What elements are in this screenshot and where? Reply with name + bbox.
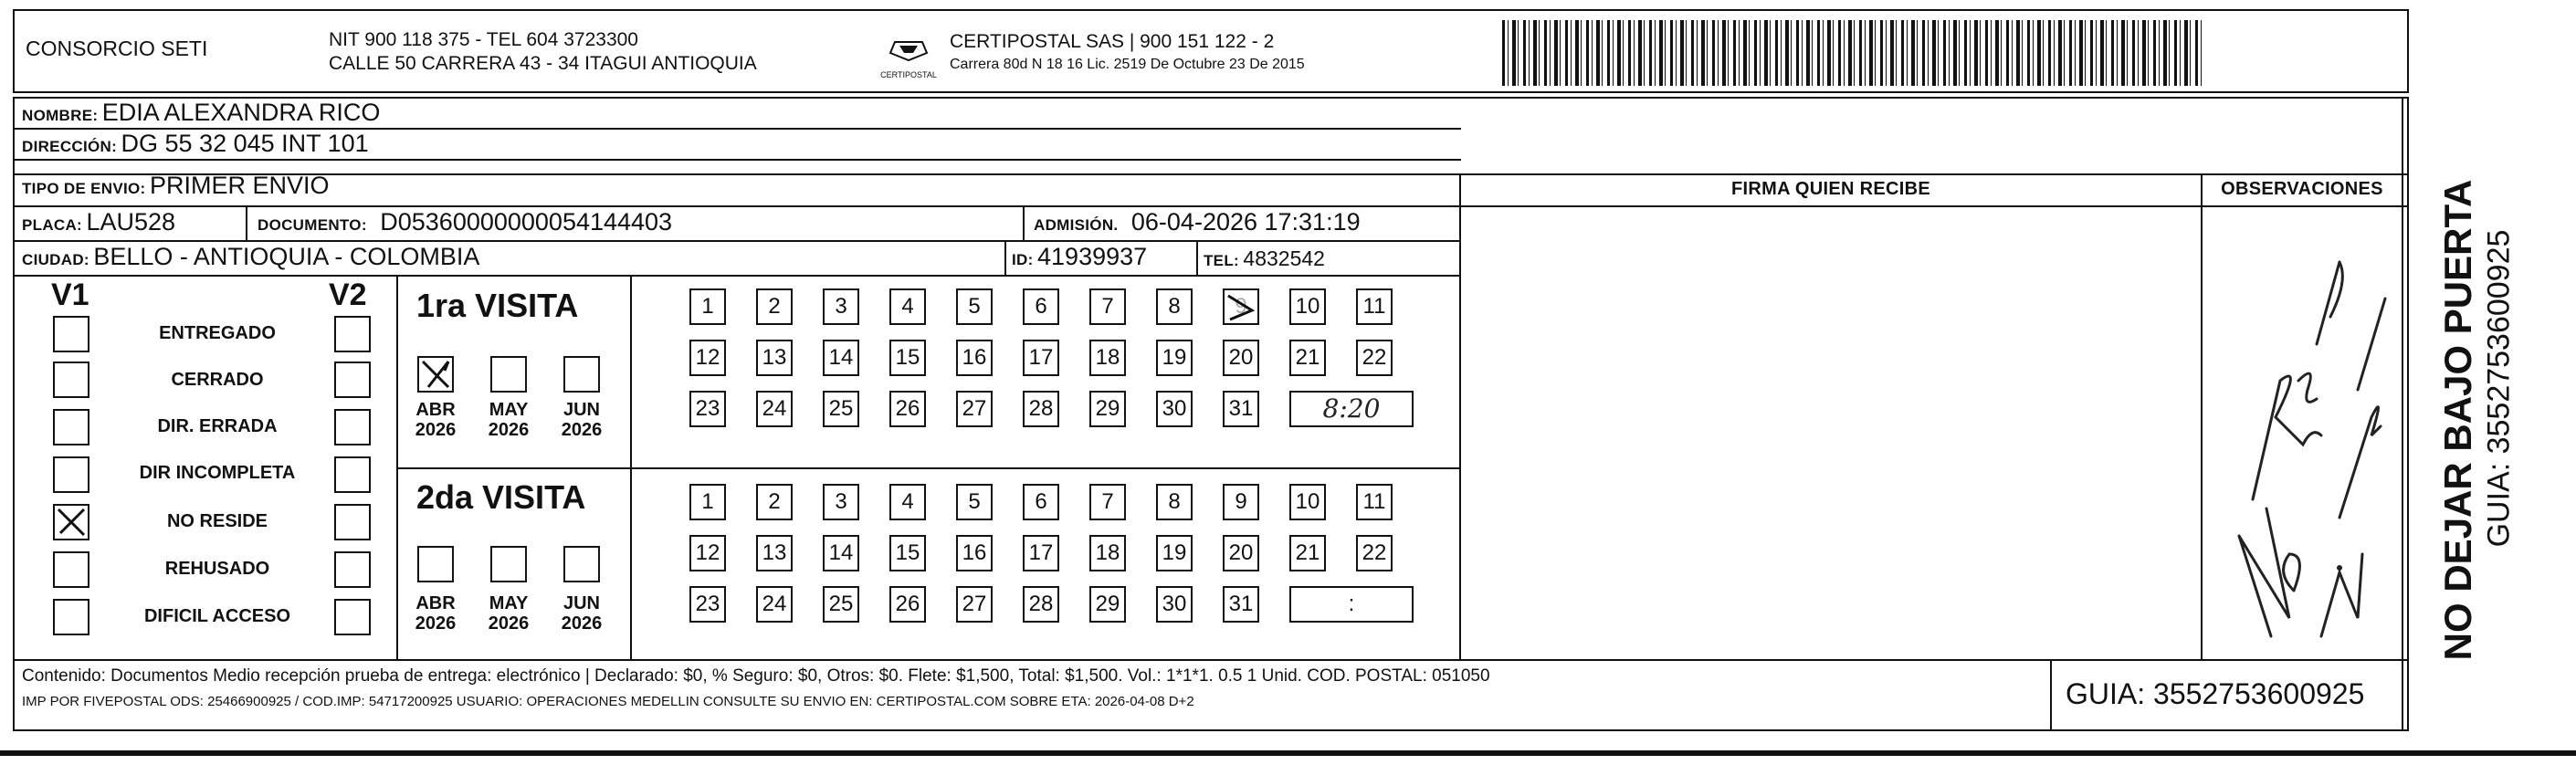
- visit2-day-7[interactable]: 7: [1089, 484, 1126, 520]
- visit1-day-26[interactable]: 26: [889, 391, 926, 427]
- visit2-day-2[interactable]: 2: [756, 484, 793, 520]
- footer-guia: GUIA: 3552753600925: [2066, 677, 2365, 710]
- visit1-day-19[interactable]: 19: [1156, 340, 1193, 376]
- observaciones-label: OBSERVACIONES: [2221, 179, 2383, 199]
- visit2-month-may-label: MAY 2026: [488, 593, 530, 634]
- visit2-month-may-checkbox[interactable]: [490, 546, 527, 582]
- id-value: 41939937: [1037, 243, 1148, 270]
- ciudad-value: BELLO - ANTIOQUIA - COLOMBIA: [93, 243, 480, 270]
- license-line: Carrera 80d N 18 16 Lic. 2519 De Octubre 23 De 2015: [950, 57, 1305, 72]
- bottom-rule: [0, 750, 2576, 756]
- v2-rehusado-checkbox[interactable]: [334, 551, 371, 588]
- visit1-month-jun-label: JUN 2026: [561, 400, 603, 440]
- visit2-day-15[interactable]: 15: [889, 535, 926, 571]
- visit1-day-18[interactable]: 18: [1089, 340, 1126, 376]
- visit2-day-17[interactable]: 17: [1023, 535, 1059, 571]
- side-panel: [2413, 97, 2522, 731]
- visit1-day-1[interactable]: 1: [689, 288, 726, 325]
- visit2-day-1[interactable]: 1: [689, 484, 726, 520]
- documento-value: D05360000000054144403: [380, 208, 673, 236]
- visit2-month-abr-checkbox[interactable]: [417, 546, 454, 582]
- v1-dir-errada-checkbox[interactable]: [53, 409, 89, 445]
- v2-dir-errada-checkbox[interactable]: [334, 409, 371, 445]
- v1-no-reside-checkbox[interactable]: [53, 504, 89, 540]
- admision-label: ADMISIÓN.: [1034, 216, 1119, 234]
- documento-label: DOCUMENTO:: [258, 216, 367, 234]
- visit1-month-abr-checkbox[interactable]: [417, 356, 454, 393]
- visit1-day-31[interactable]: 31: [1223, 391, 1259, 427]
- visit1-day-7[interactable]: 7: [1089, 288, 1126, 325]
- visit1-month-may-label: MAY 2026: [488, 400, 530, 440]
- tipo-row: [22, 172, 329, 200]
- status-cerrado-label: CERRADO: [171, 370, 264, 390]
- logo-text: CERTIPOSTAL: [880, 70, 937, 79]
- visit2-day-29[interactable]: 29: [1089, 586, 1126, 623]
- observaciones-handwriting: [2203, 207, 2402, 657]
- visit1-day-27[interactable]: 27: [956, 391, 993, 427]
- id-row: [1012, 243, 1147, 271]
- visit1-day-12[interactable]: 12: [689, 340, 726, 376]
- status-no-reside-label: NO RESIDE: [166, 511, 268, 531]
- visit2-day-24[interactable]: 24: [756, 586, 793, 623]
- marked-day-number: 9: [1235, 294, 1247, 319]
- visit1-day-17[interactable]: 17: [1023, 340, 1059, 376]
- status-dir-errada-label: DIR. ERRADA: [157, 416, 278, 436]
- visit2-time-value: :: [1348, 592, 1355, 616]
- visit2-day-27[interactable]: 27: [956, 586, 993, 623]
- v1-rehusado-checkbox[interactable]: [53, 551, 89, 588]
- visit1-day-3[interactable]: 3: [823, 288, 859, 325]
- visit1-day-6[interactable]: 6: [1023, 288, 1059, 325]
- visit2-day-3[interactable]: 3: [823, 484, 859, 520]
- visit2-day-18[interactable]: 18: [1089, 535, 1126, 571]
- nombre-value: EDIA ALEXANDRA RICO: [101, 99, 381, 126]
- side-title: NO DEJAR BAJO PUERTA: [2436, 179, 2479, 661]
- visit1-day-8[interactable]: 8: [1156, 288, 1193, 325]
- v1-cerrado-checkbox[interactable]: [53, 362, 89, 398]
- visit1-month-may-checkbox[interactable]: [490, 356, 527, 393]
- status-rehusado-label: REHUSADO: [164, 559, 270, 579]
- visit2-title: 2da VISITA: [416, 478, 586, 516]
- nit-line: NIT 900 118 375 - TEL 604 3723300: [329, 29, 638, 50]
- tipo-label: TIPO DE ENVIO:: [22, 180, 146, 197]
- status-entregado-label: ENTREGADO: [159, 323, 276, 343]
- visit1-day-21[interactable]: 21: [1289, 340, 1326, 376]
- visit2-day-23[interactable]: 23: [689, 586, 726, 623]
- certipostal-logo: [877, 33, 941, 79]
- visit1-day-16[interactable]: 16: [956, 340, 993, 376]
- visit2-day-8[interactable]: 8: [1156, 484, 1193, 520]
- tel-value: 4832542: [1243, 246, 1325, 270]
- visit2-day-13[interactable]: 13: [756, 535, 793, 571]
- visit1-day-20[interactable]: 20: [1223, 340, 1259, 376]
- v2-label: V2: [329, 278, 367, 312]
- placa-row: [22, 208, 175, 236]
- direccion-value: DG 55 32 045 INT 101: [121, 130, 369, 157]
- visit2-day-25[interactable]: 25: [823, 586, 859, 623]
- visit1-day-4[interactable]: 4: [889, 288, 926, 325]
- visit1-day-30[interactable]: 30: [1156, 391, 1193, 427]
- visit1-day-25[interactable]: 25: [823, 391, 859, 427]
- v2-dir-incompleta-checkbox[interactable]: [334, 456, 371, 493]
- ciudad-row: [22, 243, 479, 271]
- check-x-icon: [55, 506, 88, 539]
- v1-entregado-checkbox[interactable]: [53, 316, 89, 352]
- v2-dificil-acceso-checkbox[interactable]: [334, 599, 371, 635]
- visit1-day-2[interactable]: 2: [756, 288, 793, 325]
- visit2-day-31[interactable]: 31: [1223, 586, 1259, 623]
- visit1-day-24[interactable]: 24: [756, 391, 793, 427]
- signature-area[interactable]: [1463, 207, 2199, 657]
- visit2-month-jun-checkbox[interactable]: [563, 546, 600, 582]
- barcode: [1502, 20, 2205, 86]
- placa-value: LAU528: [86, 208, 176, 236]
- visit2-day-20[interactable]: 20: [1223, 535, 1259, 571]
- visit2-day-6[interactable]: 6: [1023, 484, 1059, 520]
- footer-line2: IMP POR FIVEPOSTAL ODS: 25466900925 / COD.IMP: 54717200925 USUARIO: OPERACIONES MEDELLIN CONSULTE SU ENVIO EN: CERTIPOSTAL.COM SOBRE ETA: 2026-04-08 D+2: [22, 694, 1194, 709]
- visit2-day-19[interactable]: 19: [1156, 535, 1193, 571]
- visit2-day-14[interactable]: 14: [823, 535, 859, 571]
- status-dir-incompleta-label: DIR INCOMPLETA: [139, 463, 296, 483]
- visit2-day-22[interactable]: 22: [1356, 535, 1393, 571]
- visit2-month-jun-label: JUN 2026: [561, 593, 603, 634]
- visit1-day-13[interactable]: 13: [756, 340, 793, 376]
- nombre-row: [22, 99, 380, 127]
- visit1-day-10[interactable]: 10: [1289, 288, 1326, 325]
- visit1-day-29[interactable]: 29: [1089, 391, 1126, 427]
- visit2-day-10[interactable]: 10: [1289, 484, 1326, 520]
- visit1-day-9[interactable]: [1223, 288, 1259, 325]
- visit1-day-5[interactable]: 5: [956, 288, 993, 325]
- certipostal-line: CERTIPOSTAL SAS | 900 151 122 - 2: [950, 31, 1275, 52]
- nombre-label: NOMBRE:: [22, 107, 99, 124]
- address-line: CALLE 50 CARRERA 43 - 34 ITAGUI ANTIOQUIA: [329, 53, 757, 74]
- ciudad-label: CIUDAD:: [22, 251, 89, 268]
- visit2-day-12[interactable]: 12: [689, 535, 726, 571]
- visit2-day-4[interactable]: 4: [889, 484, 926, 520]
- check-x-icon: [419, 358, 452, 391]
- direccion-label: DIRECCIÓN:: [22, 138, 118, 155]
- visit2-day-30[interactable]: 30: [1156, 586, 1193, 623]
- admision-value: 06-04-2026 17:31:19: [1130, 208, 1361, 236]
- v1-dificil-acceso-checkbox[interactable]: [53, 599, 89, 635]
- placa-label: PLACA:: [22, 216, 83, 234]
- visit1-title: 1ra VISITA: [416, 287, 579, 324]
- visit2-day-11[interactable]: 11: [1356, 484, 1393, 520]
- visit2-day-5[interactable]: 5: [956, 484, 993, 520]
- firma-label: FIRMA QUIEN RECIBE: [1731, 179, 1930, 199]
- v1-dir-incompleta-checkbox[interactable]: [53, 456, 89, 493]
- visit1-day-22[interactable]: 22: [1356, 340, 1393, 376]
- tel-label: TEL:: [1204, 252, 1239, 269]
- visit1-day-11[interactable]: 11: [1356, 288, 1393, 325]
- admision-row: [1034, 208, 1361, 236]
- id-label: ID:: [1012, 251, 1034, 268]
- visit1-day-23[interactable]: 23: [689, 391, 726, 427]
- v2-no-reside-checkbox[interactable]: [334, 504, 371, 540]
- side-guia: GUIA: 3552753600925: [2481, 229, 2517, 548]
- visit1-month-abr-label: ABR 2026: [415, 400, 457, 440]
- visit1-day-28[interactable]: 28: [1023, 391, 1059, 427]
- visit2-day-28[interactable]: 28: [1023, 586, 1059, 623]
- visit1-day-15[interactable]: 15: [889, 340, 926, 376]
- tipo-value: PRIMER ENVIO: [149, 172, 330, 199]
- v1-label: V1: [51, 278, 89, 312]
- visit2-day-9[interactable]: 9: [1223, 484, 1259, 520]
- documento-row: [258, 208, 672, 236]
- visit2-day-16[interactable]: 16: [956, 535, 993, 571]
- visit2-day-21[interactable]: 21: [1289, 535, 1326, 571]
- status-dificil-acceso-label: DIFICIL ACCESO: [143, 606, 290, 626]
- visit1-day-14[interactable]: 14: [823, 340, 859, 376]
- visit1-time-value: 8:20: [1322, 393, 1381, 424]
- company-name: CONSORCIO SETI: [26, 37, 208, 60]
- v2-cerrado-checkbox[interactable]: [334, 362, 371, 398]
- visit2-month-abr-label: ABR 2026: [415, 593, 457, 634]
- footer-line1: Contenido: Documentos Medio recepción prueba de entrega: electrónico | Declarado: $0, % Seguro: $0, Otros: $0. Flete: $1,500, Total: $1,500. Vol.: 1*1*1. 0.5 1 Unid. COD. POSTAL: 051050: [22, 666, 1490, 686]
- visit2-time-box[interactable]: [1289, 586, 1414, 623]
- visit1-time-box[interactable]: [1289, 391, 1414, 427]
- tel-row: [1204, 246, 1325, 271]
- visit1-month-jun-checkbox[interactable]: [563, 356, 600, 393]
- direccion-row: [22, 130, 369, 158]
- v2-entregado-checkbox[interactable]: [334, 316, 371, 352]
- visit2-day-26[interactable]: 26: [889, 586, 926, 623]
